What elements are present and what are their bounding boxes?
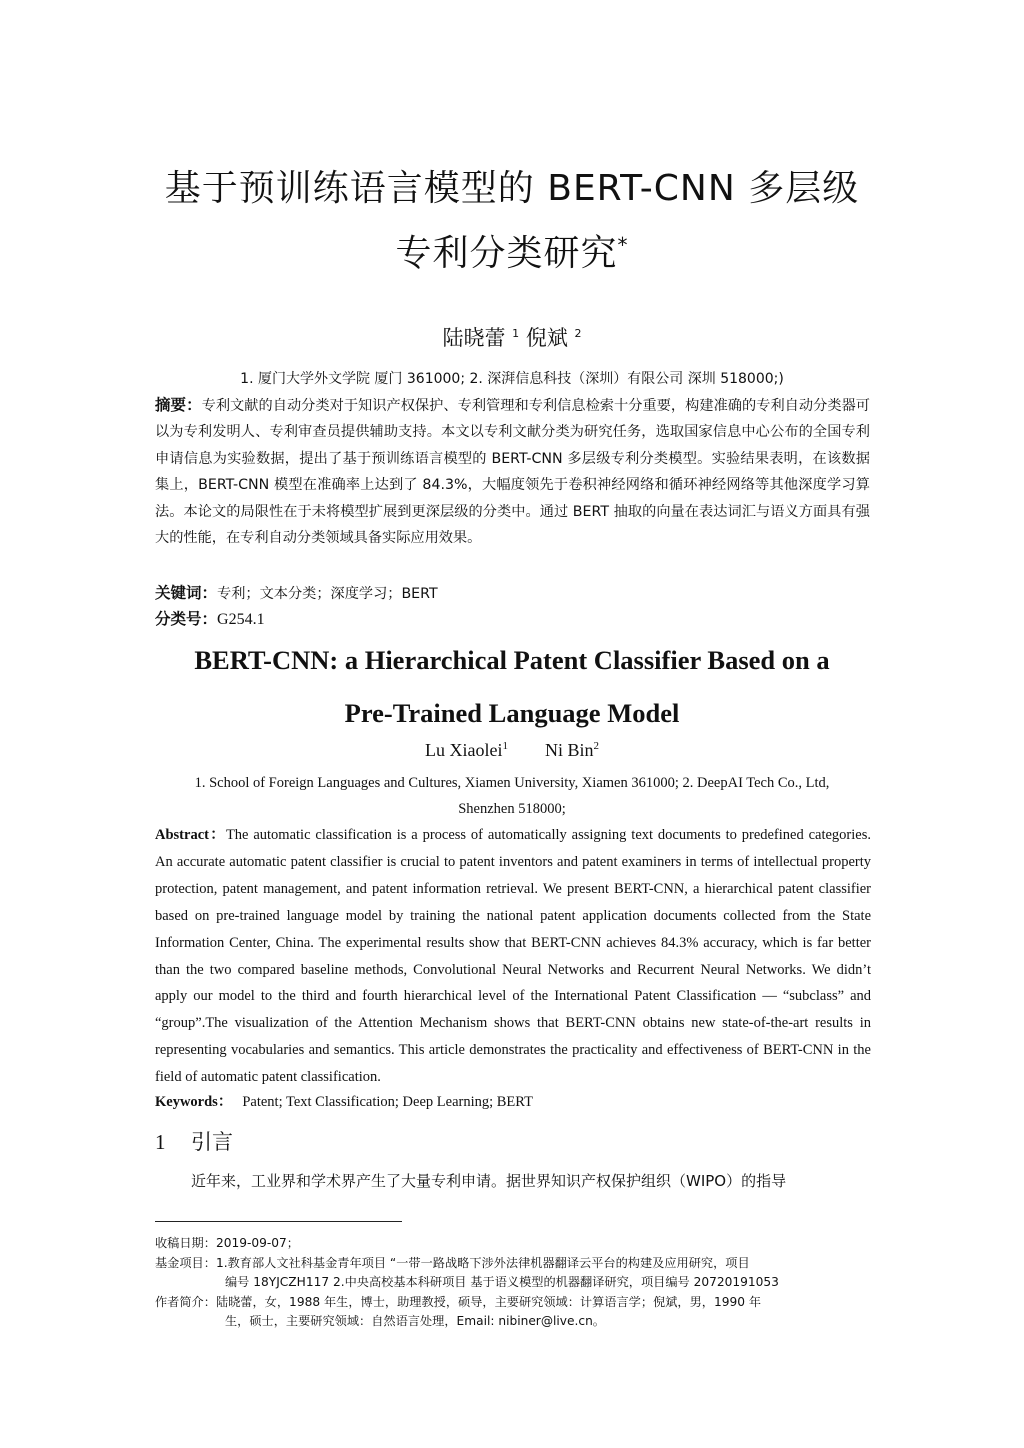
- chinese-classification: [155, 606, 870, 633]
- author-name: Lu Xiaolei: [425, 740, 503, 760]
- author-name: 陆晓蕾: [442, 326, 506, 350]
- footnote-received: [155, 1234, 871, 1254]
- footnote-text: 生，硕士，主要研究领域：自然语言处理，Email: nibiner@live.cn。: [225, 1314, 605, 1328]
- abstract-label: 摘要：: [155, 396, 202, 414]
- classification-code: G254.1: [217, 611, 265, 628]
- abstract-body: The automatic classification is a process of automatically assigning text documents to predefined categories. An accurate automatic patent classifier is crucial to patent inventors and patent examiners in terms of intellectual property protection, patent management, and patent information retrieval. We present BERT-CNN, a hierarchical patent classifier based on pre-trained language model by training the national patent application documents collected from the State Information Center, China. The experimental results show that BERT-CNN achieves 84.3% accuracy, which is far better than the two compared baseline methods, Convolutional Neural Networks and Recurrent Neural Networks. We didn’t apply our model to the third and fourth hierarchical level of the International Patent Classification — “subclass” and “group”.The visualization of the Attention Mechanism shows that BERT-CNN obtains new state-of-the-art results in representing vocabularies and semantics. This article demonstrates the practicality and effectiveness of BERT-CNN in the field of automatic patent classification.: [155, 827, 871, 1086]
- chinese-affiliation: 1. 厦门大学外文学院 厦门 361000; 2. 深湃信息科技（深圳）有限公司 深圳 518000;): [240, 371, 784, 387]
- author-affil-index: 1: [502, 740, 508, 752]
- english-affiliation: [150, 770, 874, 822]
- footnote-label: 基金项目：: [155, 1255, 216, 1270]
- footnote-fund: [155, 1254, 871, 1274]
- intro-paragraph: 近年来，工业界和学术界产生了大量专利申请。据世界知识产权保护组织（WIPO）的指导: [191, 1172, 787, 1190]
- footnote-label: 收稿日期：: [155, 1236, 216, 1250]
- chinese-keywords: [155, 580, 870, 607]
- english-authors: [100, 740, 924, 761]
- footnotes: [155, 1234, 871, 1332]
- keywords-body: 专利；文本分类；深度学习；BERT: [217, 586, 438, 602]
- english-title-line1: BERT-CNN: a Hierarchical Patent Classifier Based on a: [194, 645, 830, 675]
- section-title: 引言: [191, 1130, 233, 1154]
- footnote-label: 作者简介：: [155, 1294, 216, 1309]
- section-heading: [155, 1126, 233, 1156]
- section-number: 1: [155, 1130, 166, 1154]
- author-affil-index: 2: [593, 740, 599, 752]
- chinese-abstract: [155, 392, 870, 551]
- chinese-title-text: 专利分类研究: [395, 233, 618, 274]
- classification-label: 分类号：: [155, 610, 218, 628]
- chinese-title-line2: [100, 225, 924, 276]
- footnote-mark: *: [617, 233, 629, 257]
- footnote-text: 陆晓蕾，女，1988 年生，博士，助理教授，硕导，主要研究领域：计算语言学；倪斌，男，1990 年: [215, 1294, 762, 1309]
- footnote-text: 1.教育部人文社科基金青年项目 “一带一路战略下涉外法律机器翻译云平台的构建及应用研究，项目: [215, 1255, 750, 1270]
- abstract-label: Abstract：: [155, 827, 226, 843]
- footnote-author: [155, 1293, 871, 1313]
- english-title-line2: Pre-Trained Language Model: [344, 698, 680, 728]
- affiliation-line: Shenzhen 518000;: [458, 801, 566, 817]
- keywords-label: Keywords：: [155, 1094, 233, 1110]
- english-abstract: [155, 822, 871, 1091]
- english-keywords: [155, 1090, 871, 1111]
- keywords-body: Patent; Text Classification; Deep Learning; BERT: [242, 1094, 533, 1110]
- author-affil-index: 1: [512, 327, 520, 340]
- author-name: 倪斌: [525, 326, 568, 350]
- chinese-title-line1: 基于预训练语言模型的 BERT-CNN 多层级: [164, 168, 860, 209]
- affiliation-line: 1. School of Foreign Languages and Cultures, Xiamen University, Xiamen 361000; 2. DeepAI Tech Co., Ltd,: [194, 775, 830, 791]
- keywords-label: 关键词：: [155, 584, 218, 602]
- footnote-divider: [155, 1221, 402, 1222]
- author-affil-index: 2: [574, 327, 582, 340]
- author-name: Ni Bin: [544, 740, 594, 760]
- abstract-body: 专利文献的自动分类对于知识产权保护、专利管理和专利信息检索十分重要，构建准确的专利自动分类器可以为专利发明人、专利审查员提供辅助支持。本文以专利文献分类为研究任务，选取国家信息中心公布的全国专利申请信息为实验数据，提出了基于预训练语言模型的 BERT-CNN 多层级专利分类模型。实验结果表明，在该数据集上，BERT-CNN 模型在准确率上达到了 84.3%，大幅度领先于卷积神经网络和循环神经网络等其他深度学习算法。本论文的局限性在于未将模型扩展到更深层级的分类中。通过 BERT 抽取的向量在表达词汇与语义方面具有强大的性能，在专利自动分类领域具备实际应用效果。: [155, 398, 870, 547]
- footnote-text: 2019-09-07；: [215, 1236, 299, 1250]
- footnote-text: 编号 18YJCZH117 2.中央高校基本科研项目 基于语义模型的机器翻译研究，项目编号 20720191053: [225, 1275, 779, 1289]
- chinese-authors: [100, 322, 924, 352]
